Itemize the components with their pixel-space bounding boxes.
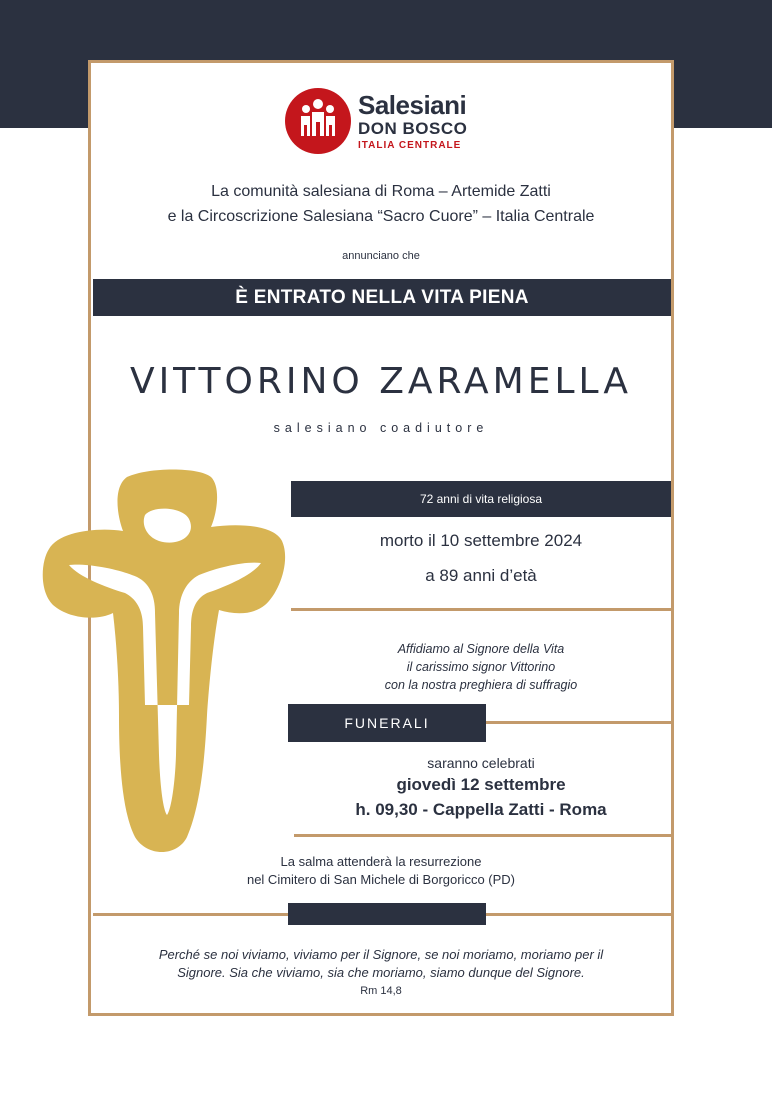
burial-line-1: La salma attenderà la resurrezione [280, 854, 482, 869]
funerali-label: FUNERALI [288, 704, 486, 742]
logo-subtitle: DON BOSCO [358, 119, 468, 138]
prayer-line-1: Affidiamo al Signore della Vita [397, 642, 565, 656]
funeral-intro: saranno celebrati [427, 755, 535, 771]
quote-line-2: Signore. Sia che viviamo, sia che moriamo, siamo dunque del Signore. [177, 965, 585, 980]
age-text: a 89 anni d’età [425, 566, 537, 585]
decorative-bar [288, 903, 486, 925]
logo-region: ITALIA CENTRALE [358, 140, 462, 151]
logo-title: Salesiani [358, 90, 467, 120]
divider-3-right [486, 913, 671, 916]
announce-text: annunciano che [342, 250, 420, 262]
deceased-role: salesiano coadiutore [273, 421, 489, 435]
prayer-line-2: il carissimo signor Vittorino [406, 660, 556, 674]
funeral-place: h. 09,30 - Cappella Zatti - Roma [355, 800, 607, 819]
prayer-line-3: con la nostra preghiera di suffragio [384, 678, 578, 692]
cross-icon [39, 465, 289, 860]
divider-2 [294, 834, 671, 837]
people-icon [285, 88, 351, 154]
vita-piena-banner: È ENTRATO NELLA VITA PIENA [93, 279, 671, 316]
deceased-name: VITTORINO ZARAMELLA [129, 361, 633, 402]
quote-reference: Rm 14,8 [360, 985, 402, 997]
obituary-card [88, 60, 674, 1016]
divider-3-left [93, 913, 290, 916]
burial-line-2: nel Cimitero di San Michele di Borgoricco (PD) [246, 872, 516, 887]
religious-years-bar: 72 anni di vita religiosa [291, 481, 671, 517]
salesiani-logo-emblem [285, 88, 351, 154]
divider-funerali [486, 721, 671, 724]
intro-line-2: e la Circoscrizione Salesiana “Sacro Cuore” – Italia Centrale [167, 208, 595, 225]
intro-line-1: La comunità salesiana di Roma – Artemide Zatti [211, 183, 551, 200]
quote-line-1: Perché se noi viviamo, viviamo per il Signore, se noi moriamo, moriamo per il [158, 947, 604, 962]
divider-1 [291, 608, 671, 611]
funeral-date: giovedì 12 settembre [396, 775, 566, 794]
death-date: morto il 10 settembre 2024 [379, 531, 583, 550]
